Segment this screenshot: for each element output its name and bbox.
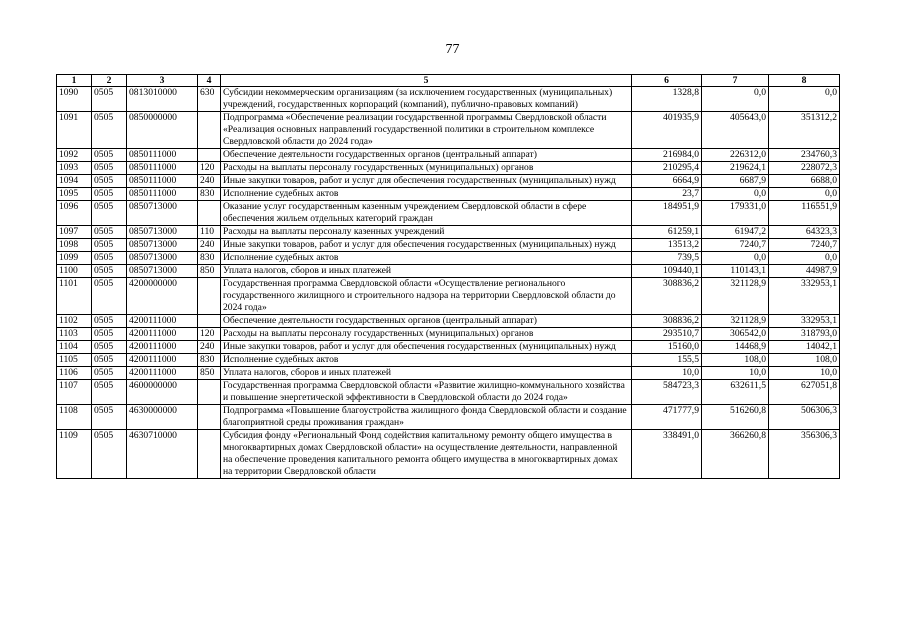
row-description: Расходы на выплаты персоналу государственных (муниципальных) органов [221, 328, 632, 341]
table-row [57, 328, 840, 341]
amount-col7: 61947,2 [702, 226, 769, 239]
amount-col7: 0,0 [702, 87, 769, 112]
section-code: 0505 [92, 112, 127, 149]
amount-col6: 109440,1 [632, 265, 702, 278]
col-header: 7 [702, 75, 769, 87]
amount-col6: 210295,4 [632, 162, 702, 175]
expense-type-code: 240 [198, 175, 221, 188]
table-row [57, 380, 840, 405]
expense-type-code: 240 [198, 239, 221, 252]
target-article-code: 0850713000 [127, 252, 198, 265]
amount-col7: 108,0 [702, 354, 769, 367]
col-header: 8 [769, 75, 840, 87]
expense-type-code [198, 380, 221, 405]
amount-col8: 318793,0 [769, 328, 840, 341]
section-code: 0505 [92, 380, 127, 405]
row-number: 1107 [57, 380, 92, 405]
amount-col6: 23,7 [632, 188, 702, 201]
target-article-code: 0850713000 [127, 201, 198, 226]
amount-col6: 184951,9 [632, 201, 702, 226]
amount-col8: 10,0 [769, 367, 840, 380]
row-description: Иные закупки товаров, работ и услуг для обеспечения государственных (муниципальных) нужд [221, 175, 632, 188]
table-row [57, 112, 840, 149]
row-description: Исполнение судебных актов [221, 354, 632, 367]
amount-col7: 6687,9 [702, 175, 769, 188]
table-row [57, 278, 840, 315]
amount-col8: 7240,7 [769, 239, 840, 252]
row-number: 1093 [57, 162, 92, 175]
target-article-code: 4200111000 [127, 354, 198, 367]
table-row [57, 239, 840, 252]
row-number: 1099 [57, 252, 92, 265]
amount-col7: 321128,9 [702, 278, 769, 315]
amount-col6: 15160,0 [632, 341, 702, 354]
expense-type-code: 850 [198, 265, 221, 278]
table-row [57, 252, 840, 265]
row-description: Уплата налогов, сборов и иных платежей [221, 265, 632, 278]
row-description: Оказание услуг государственным казенным учреждением Свердловской области в сфере обеспечения жильем отдельных категорий граждан [221, 201, 632, 226]
row-description: Подпрограмма «Повышение благоустройства жилищного фонда Свердловской области и создание благоприятной среды проживания граждан» [221, 405, 632, 430]
section-code: 0505 [92, 162, 127, 175]
table-row [57, 226, 840, 239]
amount-col7: 321128,9 [702, 315, 769, 328]
section-code: 0505 [92, 239, 127, 252]
amount-col7: 110143,1 [702, 265, 769, 278]
row-description: Уплата налогов, сборов и иных платежей [221, 367, 632, 380]
table-row [57, 354, 840, 367]
section-code: 0505 [92, 315, 127, 328]
amount-col8: 356306,3 [769, 430, 840, 479]
expense-type-code: 240 [198, 341, 221, 354]
amount-col8: 0,0 [769, 188, 840, 201]
amount-col8: 506306,3 [769, 405, 840, 430]
expense-type-code: 830 [198, 354, 221, 367]
row-number: 1106 [57, 367, 92, 380]
table-header-row [57, 75, 840, 87]
target-article-code: 0850111000 [127, 175, 198, 188]
amount-col8: 234760,3 [769, 149, 840, 162]
amount-col6: 13513,2 [632, 239, 702, 252]
amount-col8: 14042,1 [769, 341, 840, 354]
row-number: 1096 [57, 201, 92, 226]
amount-col8: 627051,8 [769, 380, 840, 405]
row-description: Обеспечение деятельности государственных органов (центральный аппарат) [221, 149, 632, 162]
row-number: 1091 [57, 112, 92, 149]
amount-col6: 1328,8 [632, 87, 702, 112]
amount-col7: 226312,0 [702, 149, 769, 162]
budget-table [56, 74, 840, 479]
row-number: 1109 [57, 430, 92, 479]
row-number: 1101 [57, 278, 92, 315]
section-code: 0505 [92, 252, 127, 265]
target-article-code: 0813010000 [127, 87, 198, 112]
row-number: 1103 [57, 328, 92, 341]
row-description: Исполнение судебных актов [221, 252, 632, 265]
expense-type-code [198, 315, 221, 328]
section-code: 0505 [92, 430, 127, 479]
expense-type-code: 630 [198, 87, 221, 112]
table-row [57, 188, 840, 201]
target-article-code: 4200111000 [127, 341, 198, 354]
section-code: 0505 [92, 87, 127, 112]
amount-col8: 64323,3 [769, 226, 840, 239]
table-row [57, 265, 840, 278]
section-code: 0505 [92, 341, 127, 354]
section-code: 0505 [92, 226, 127, 239]
target-article-code: 4630000000 [127, 405, 198, 430]
target-article-code: 0850713000 [127, 239, 198, 252]
amount-col7: 0,0 [702, 252, 769, 265]
section-code: 0505 [92, 149, 127, 162]
section-code: 0505 [92, 201, 127, 226]
table-row [57, 341, 840, 354]
section-code: 0505 [92, 405, 127, 430]
amount-col7: 7240,7 [702, 239, 769, 252]
section-code: 0505 [92, 175, 127, 188]
target-article-code: 0850713000 [127, 265, 198, 278]
section-code: 0505 [92, 328, 127, 341]
amount-col8: 6688,0 [769, 175, 840, 188]
col-header: 1 [57, 75, 92, 87]
target-article-code: 4200111000 [127, 328, 198, 341]
table-row [57, 367, 840, 380]
row-number: 1105 [57, 354, 92, 367]
row-number: 1092 [57, 149, 92, 162]
target-article-code: 4600000000 [127, 380, 198, 405]
row-description: Расходы на выплаты персоналу казенных учреждений [221, 226, 632, 239]
amount-col8: 332953,1 [769, 278, 840, 315]
row-number: 1094 [57, 175, 92, 188]
table-row [57, 201, 840, 226]
expense-type-code: 120 [198, 328, 221, 341]
amount-col6: 308836,2 [632, 278, 702, 315]
amount-col7: 179331,0 [702, 201, 769, 226]
row-number: 1095 [57, 188, 92, 201]
table-row [57, 162, 840, 175]
amount-col7: 0,0 [702, 188, 769, 201]
amount-col7: 10,0 [702, 367, 769, 380]
row-number: 1108 [57, 405, 92, 430]
amount-col7: 14468,9 [702, 341, 769, 354]
amount-col6: 401935,9 [632, 112, 702, 149]
amount-col6: 308836,2 [632, 315, 702, 328]
expense-type-code: 110 [198, 226, 221, 239]
page-number: 77 [445, 42, 460, 57]
amount-col8: 228072,3 [769, 162, 840, 175]
amount-col8: 116551,9 [769, 201, 840, 226]
amount-col8: 108,0 [769, 354, 840, 367]
expense-type-code [198, 405, 221, 430]
row-number: 1090 [57, 87, 92, 112]
amount-col7: 516260,8 [702, 405, 769, 430]
amount-col7: 219624,1 [702, 162, 769, 175]
expense-type-code: 120 [198, 162, 221, 175]
row-description: Исполнение судебных актов [221, 188, 632, 201]
amount-col6: 10,0 [632, 367, 702, 380]
col-header: 5 [221, 75, 632, 87]
table-row [57, 149, 840, 162]
row-description: Подпрограмма «Обеспечение реализации государственной программы Свердловской области «Реализация основных направлений государственной политики в строительном комплексе Свердловской области до 2024 года» [221, 112, 632, 149]
target-article-code: 0850000000 [127, 112, 198, 149]
expense-type-code: 830 [198, 252, 221, 265]
target-article-code: 4200000000 [127, 278, 198, 315]
col-header: 6 [632, 75, 702, 87]
amount-col8: 0,0 [769, 87, 840, 112]
amount-col8: 351312,2 [769, 112, 840, 149]
section-code: 0505 [92, 367, 127, 380]
expense-type-code [198, 430, 221, 479]
table-row [57, 430, 840, 479]
amount-col8: 0,0 [769, 252, 840, 265]
target-article-code: 4630710000 [127, 430, 198, 479]
row-number: 1097 [57, 226, 92, 239]
row-description: Субсидия фонду «Региональный Фонд содействия капитальному ремонту общего имущества в многоквартирных домах Свердловской области» на осуществление деятельности, направленной на обеспечение проведения капитального ремонта общего имущества в многоквартирных домах на территории Свердловской области [221, 430, 632, 479]
row-description: Государственная программа Свердловской области «Осуществление регионального государственного жилищного и строительного надзора на территории Свердловской области до 2024 года» [221, 278, 632, 315]
row-description: Государственная программа Свердловской области «Развитие жилищно-коммунального хозяйства и повышение энергетической эффективности в Свердловской области до 2024 года» [221, 380, 632, 405]
row-description: Иные закупки товаров, работ и услуг для обеспечения государственных (муниципальных) нужд [221, 239, 632, 252]
row-description: Иные закупки товаров, работ и услуг для обеспечения государственных (муниципальных) нужд [221, 341, 632, 354]
target-article-code: 0850111000 [127, 188, 198, 201]
target-article-code: 0850111000 [127, 162, 198, 175]
amount-col6: 293510,7 [632, 328, 702, 341]
amount-col8: 44987,9 [769, 265, 840, 278]
section-code: 0505 [92, 278, 127, 315]
amount-col6: 739,5 [632, 252, 702, 265]
row-number: 1098 [57, 239, 92, 252]
table-row [57, 405, 840, 430]
row-number: 1104 [57, 341, 92, 354]
expense-type-code [198, 278, 221, 315]
table-row [57, 175, 840, 188]
amount-col6: 584723,3 [632, 380, 702, 405]
target-article-code: 4200111000 [127, 367, 198, 380]
row-description: Субсидии некоммерческим организациям (за исключением государственных (муниципальных) учреждений, государственных корпораций (компаний), публично-правовых компаний) [221, 87, 632, 112]
table-row [57, 87, 840, 112]
row-number: 1100 [57, 265, 92, 278]
amount-col6: 216984,0 [632, 149, 702, 162]
amount-col6: 338491,0 [632, 430, 702, 479]
row-description: Расходы на выплаты персоналу государственных (муниципальных) органов [221, 162, 632, 175]
col-header: 3 [127, 75, 198, 87]
amount-col6: 155,5 [632, 354, 702, 367]
section-code: 0505 [92, 265, 127, 278]
expense-type-code [198, 149, 221, 162]
amount-col6: 6664,9 [632, 175, 702, 188]
section-code: 0505 [92, 188, 127, 201]
target-article-code: 0850713000 [127, 226, 198, 239]
row-description: Обеспечение деятельности государственных органов (центральный аппарат) [221, 315, 632, 328]
row-number: 1102 [57, 315, 92, 328]
expense-type-code: 830 [198, 188, 221, 201]
amount-col7: 306542,0 [702, 328, 769, 341]
section-code: 0505 [92, 354, 127, 367]
target-article-code: 4200111000 [127, 315, 198, 328]
expense-type-code [198, 112, 221, 149]
col-header: 2 [92, 75, 127, 87]
expense-type-code [198, 201, 221, 226]
target-article-code: 0850111000 [127, 149, 198, 162]
amount-col7: 366260,8 [702, 430, 769, 479]
amount-col7: 405643,0 [702, 112, 769, 149]
col-header: 4 [198, 75, 221, 87]
table-row [57, 315, 840, 328]
amount-col8: 332953,1 [769, 315, 840, 328]
amount-col6: 471777,9 [632, 405, 702, 430]
amount-col6: 61259,1 [632, 226, 702, 239]
amount-col7: 632611,5 [702, 380, 769, 405]
expense-type-code: 850 [198, 367, 221, 380]
